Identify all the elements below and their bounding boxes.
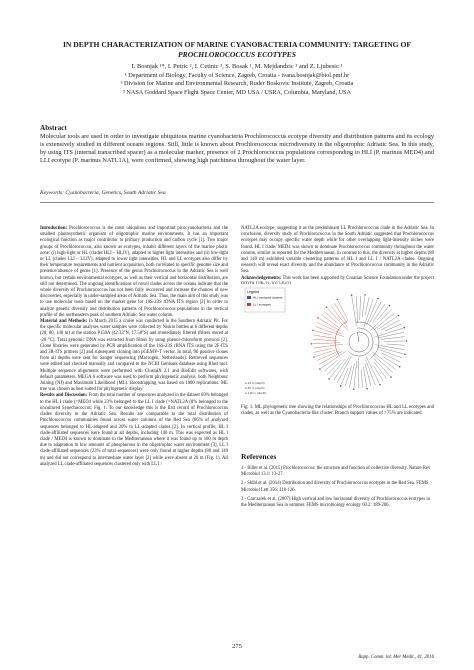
introduction-lead: Introduction:	[40, 226, 68, 231]
references-list	[241, 466, 434, 512]
tree-tip-marker	[340, 385, 342, 387]
tree-tip-marker	[403, 327, 405, 329]
tree-tip-marker	[353, 388, 355, 390]
tree-tip-marker	[406, 340, 408, 342]
results-lead: Results and Discussion:	[40, 393, 88, 399]
abstract-body	[40, 133, 434, 165]
tree-tip-marker	[364, 294, 366, 296]
tree-tip-marker	[326, 307, 328, 309]
affiliation-3: ³ NASA Goddard Space Flight Space Center, MD USA / USRA, Columbia, Maryland, USA	[123, 88, 351, 96]
tree-tip-marker	[351, 294, 353, 296]
reference-1: 1 - Biller et al. (2015) Prochlorococcus: the structure and function of collective diversity. Nature Rev Microbiol 13.1: 13-27.	[241, 466, 431, 478]
reference-2: 2 - Shibl et al. (2014) Distribution and diversity of Prochlorococcus ecotypes in the Red Sea. FEMS Microbiol Lett 356: 118-126.	[241, 481, 429, 493]
depth-key-3: ● 140 m (depth)	[245, 391, 267, 395]
figure-caption: Fig. 1. ML phylogenetic tree showing the relationships of Prochlorococcus HL and LL ecotypes and clades, as well as the Cyanobacteria-like cluster. Branch support values of >75% are indicated.	[241, 405, 434, 417]
introduction-text: Prochlorococcus is the most ubiquitous and important picocyanobacteria and the smallest photosynthetic organism of oligotrophic marine environments. It has an important ecological function as major contributor to primary production and carbon cycle [1]. Two major groups of Prochlorococcus, also known as ecotypes, inhabit different layers of the marine photic zone: (i) high-light or HL (clades HLI – HLIV), adapted to higher light intensities and (ii) low-light or LL (clades LLI – LLIV), adapted to lower light intensities. HL and LL ecotypes also differ by their temperature requirements and nutrient acquisition, both correlated to specific genome size and presence/absence of genes [1]. Presence of the genus Prochlorococcus in the Adriatic Sea is well known, but certain environmental ecotypes, as well as their vertical and horizontal distribution, are still not determined. The ongoing identifications of novel clades across the oceans indicate that the whole diversity of Prochlorococcus has not been fully recovered and increase the chances of new discoveries, especially in under-sampled areas of Adriatic Sea. Thus, the main aim of this study was to use molecular tools based on the marker gene for 16S-23S rDNA ITS region [2] in order to analyze genetic diversity and distribution patterns of Prochlorococcus populations in the vertical profile of the northeastern peak of southern Adriatic Sea water column.	[40, 226, 229, 318]
author-list: I. Bosnjak ¹*, I. Petric ², I. Cetinic ³, S. Bosak ¹, M. Mejdandzic ¹ and Z. Ljubesic ¹	[131, 63, 343, 70]
tree-tip-marker	[398, 315, 400, 317]
title-line-2: PROCHLOROCOCCUS ECOTYPES	[178, 49, 296, 59]
tree-tip-marker	[399, 366, 401, 368]
reference-3: 3 - Garczarek et al. (2007) High vertical and low horizontal diversity of Prochlorococcus ecotypes in the Mediterranean Sea in summer. FEMS microbiology ecology 60.2: 189-206.	[241, 496, 430, 509]
tree-tip-marker	[312, 330, 314, 332]
acknowledgements-lead: Acknowledgements:	[241, 275, 282, 281]
abstract-heading: Abstract	[40, 124, 67, 132]
paper-title	[40, 40, 434, 59]
affiliation-2: ² Division for Marine and Environmental Research, Ruder Boskovic Institute, Zagreb, Croatia	[120, 80, 354, 88]
results-text: From the total number of sequences analyzed in the dataset 69% belonged to the HL I clade (=MED4 while 23% belonged to the LL I clade (=NATL2A (8% belonged to the uncultured Synechococcus; Fig. 1. To our knowledge this is the first record of Prochlorococcus clades diversity in the Adriatic Sea. Results are comparable to the total distribution of Prochlorococcus communities found across water columns of the Red Sea (86% of analyzed sequences belonged to HL-adapted and 20% to LL-adapted clades [2]. In vertical profile, HL I clade-affiliated sequences were found at all depths, including 140 m. This was expected as HL I clade / MED4 is known to dominate in the Mediterranean where it was found up to 100 m depth due to adaptation to low amounts of phosphorous in the oligotrophic water environment [3]. LL I clade-affiliated sequences (23% of total sequences) were only found at higher depths (80 and 140 m) and did not correspond to intermediate water layer [2] while were absent at 20 m (Fig. 1). All analyzed LL clade-affiliated sequences clustered only with LL I /	[40, 393, 229, 467]
acknowledgements-text: This work has been supported by Croatian Science Foundation under the project	[282, 275, 434, 281]
abstract-text: Molecular tools are used in order to investigate ubiquitous marine cyanobacteria Prochlorococcus ecotype diversity and distribution patterns and its ecology is extensively studied in different oceans regions. Still, little is known about Prochlorococcus microdiversity in the oligotrophic Adriatic Sea. In this study, by using ITS (internal transcribed spacer) as a molecular marker, presence of 2 Prochlorococcus populations corresponding to HLI (P. marinus MED4) and LLI ecotype (P. marinus NATL1A), were confirmed, showing high patchiness throughout the water layer.	[40, 133, 434, 165]
references-heading: References	[241, 452, 277, 461]
left-column	[40, 226, 228, 468]
tree-tip-marker	[337, 299, 339, 301]
keywords-divider	[40, 202, 434, 203]
legend-swatch-hl	[247, 296, 251, 299]
journal-citation: Rapp. Comm. int. Mer Médit., 41, 2016	[358, 655, 434, 660]
tree-tip-marker	[319, 368, 321, 370]
tree-tip-marker	[389, 305, 391, 307]
tree-tip-marker	[377, 298, 379, 300]
page-number: 275	[232, 643, 242, 650]
conclusion-text: NATL2A ecotype, suggesting it as the predominant LL Prochlorococcus clade in the Adriatic Sea. In conclusion, diversity study of Prochlorococcus in the South Adriatic suggested that Prochlorococcus ecotypes may occupy specific water depth while for other overlapping light-intensity niches were found. HL I clade/ MED4 was shown to dominate Prochlorococcus community throughout the water column, similar as reported for the Mediterranean. In contrast to this, the diversity at higher depths (80 and 140 m) exhibited variable clustering patterns of HL I and LL I / NATL2A clades. Ongoing research will reveal exact diversity and the abundance of Prochlorococcus community in the Adriatic Sea.	[241, 226, 434, 275]
legend-label-ll: LL I ecotypes	[253, 302, 271, 307]
tree-tip-marker	[404, 353, 406, 355]
legend-label-hl: HL I ecotypes clusters	[253, 295, 283, 300]
introduction-paragraph	[40, 226, 228, 319]
methods-lead: Material and Methods:	[40, 319, 88, 325]
methods-paragraph	[40, 319, 228, 393]
tree-tip-marker	[379, 384, 381, 386]
methods-text: In March 2015 a cruise was conducted in the Southern Adriatic Pit. For the specific molecular analyses water samples were collected by Niskin bottles at 6 different depths (20, 80, 140 m) at the station P150A (42.33°N, 17.58°S) and immediately filtered (filters stored at -20 °C). Total genomic DNA was extracted from filters by using phenol-chloroform protocol [2]. Clone libraries were generated by PCR amplification of the 16S-23S rRNA ITS using the 2F-ITS and 3R-ITS primers [2] and subsequent cloning into pGEM®-T vector. In total, 96 positive clones from all depths were sent for Sanger sequencing (Macrogen, Netherlands). Retrieved sequences were edited and checked manually and compared to the NCBI Genbank database using Blast tool. Multiple sequence alignments were performed with ClustalX 2.1 and BioEdit softwares, with default parameters. MEGA 6 software was used to perform phylogenetic analysis, both Neighbour Joining (NJ) and Maximum Likelihood (ML). Bootstrapping was based on 1000 replications. ML tree was chosen as best suited for phylogenetic display.	[40, 319, 228, 393]
right-column	[241, 226, 434, 288]
affiliations	[40, 72, 434, 97]
legend-swatch-ll	[247, 303, 251, 306]
phylogenetic-tree-figure	[241, 284, 434, 401]
title-line-1: IN DEPTH CHARACTERIZATION OF MARINE CYANOBACTERIA COMMUNITY: TARGETING OF	[62, 40, 412, 49]
tree-tip-marker	[311, 343, 313, 345]
keywords: Keywords: Cyanobacteria, Genetics, South Adriatic Sea	[40, 190, 166, 196]
depth-key-2: ● 80 m (depth)	[245, 386, 265, 390]
depth-key-1: ● 20 m (depth)	[245, 381, 265, 385]
tree-tip-marker	[390, 376, 392, 378]
tree-tip-marker	[366, 388, 368, 390]
tree-tip-marker	[328, 378, 330, 380]
legend-title: Legend	[247, 290, 259, 294]
tree-tip-marker	[317, 317, 319, 319]
results-paragraph	[40, 393, 228, 467]
tree-tip-marker	[313, 356, 315, 358]
affiliation-1: ¹ Department of Biology, Faculty of Science, Zagreb, Croatia - ivana.bosnjak@biol.pmf.hr	[124, 72, 350, 79]
